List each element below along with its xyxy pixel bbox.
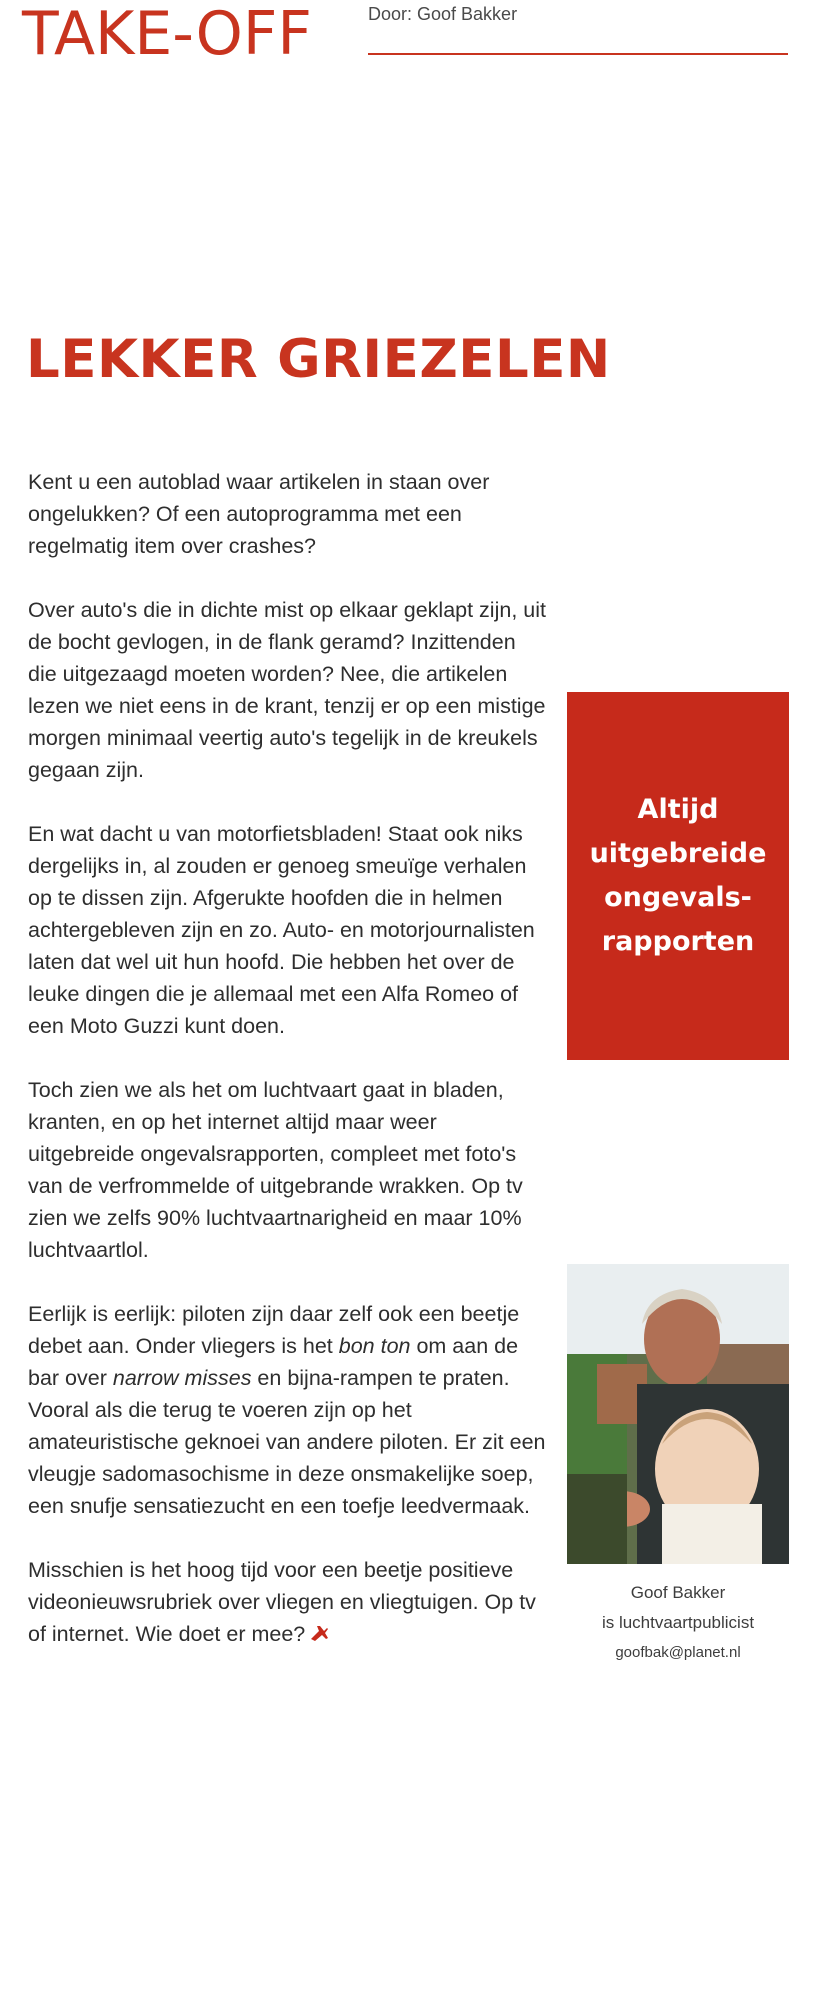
section-title: TAKE-OFF	[22, 0, 312, 69]
pull-quote-text: Altijd uitgebreide ongevals-rapporten	[589, 794, 767, 957]
article-headline: LEKKER GRIEZELEN	[26, 329, 611, 390]
paragraph-6	[28, 1554, 548, 1650]
paragraph-5-text-c: en bijna-rampen te praten. Vooral als die terug te voeren zijn op het amateuristische geknoei van andere piloten. Er zit een vleugje sadomasochisme in deze onsmakelijke soep, een snufje sensatiezucht en een toefje leedvermaak.	[28, 1366, 546, 1518]
byline-divider	[368, 53, 788, 55]
paragraph-4: Toch zien we als het om luchtvaart gaat in bladen, kranten, en op het internet altijd maar weer uitgebreide ongevalsrapporten, compleet met foto's van de verfrommelde of uitgebrande wrakken. Op tv zien we zelfs 90% luchtvaartnarigheid en maar 10% luchtvaartlol.	[28, 1078, 523, 1262]
author-email: goofbak@planet.nl	[615, 1644, 741, 1661]
paragraph-6-text: Misschien is het hoog tijd voor een beetje positieve videonieuwsrubriek over vliegen en vliegtuigen. Op tv of internet. Wie doet er mee?	[28, 1558, 536, 1646]
airplane-end-icon	[309, 1620, 329, 1640]
paragraph-5-italic-b: narrow misses	[112, 1366, 252, 1390]
paragraph-5-italic-a: bon ton	[338, 1334, 411, 1358]
pull-quote-box	[567, 692, 789, 1060]
paragraph-5-text-b: om aan de bar over	[28, 1334, 519, 1390]
author-name: Goof Bakker	[630, 1583, 726, 1602]
paragraph-2: Over auto's die in dichte mist op elkaar geklapt zijn, uit de bocht gevlogen, in de flank geramd? Inzittenden die uitgezaagd moeten worden? Nee, die artikelen lezen we niet eens in de krant, tenzij er op een mistige morgen minimaal veertig auto's tegelijk in de kreukels gegaan zijn.	[28, 598, 546, 782]
paragraph-1: Kent u een autoblad waar artikelen in staan over ongelukken? Of een autoprogramma met een regelmatig item over crashes?	[28, 470, 490, 558]
byline: Door: Goof Bakker	[368, 4, 518, 24]
author-role: is luchtvaartpublicist	[601, 1613, 755, 1632]
paragraph-5-text-a: Eerlijk is eerlijk: piloten zijn daar zelf ook een beetje debet aan. Onder vliegers is het	[28, 1302, 520, 1358]
article-body	[28, 466, 548, 1650]
author-photo	[567, 1264, 789, 1564]
paragraph-5	[28, 1298, 548, 1522]
paragraph-3: En wat dacht u van motorfietsbladen! Staat ook niks dergelijks in, al zouden er genoeg smeuïge verhalen op te dissen zijn. Afgerukte hoofden die in helmen achtergebleven zijn en zo. Auto- en motorjournalisten laten dat wel uit hun hoofd. Die hebben het over de leuke dingen die je allemaal met een Alfa Romeo of een Moto Guzzi kunt doen.	[28, 822, 535, 1038]
author-caption	[567, 1578, 789, 1668]
